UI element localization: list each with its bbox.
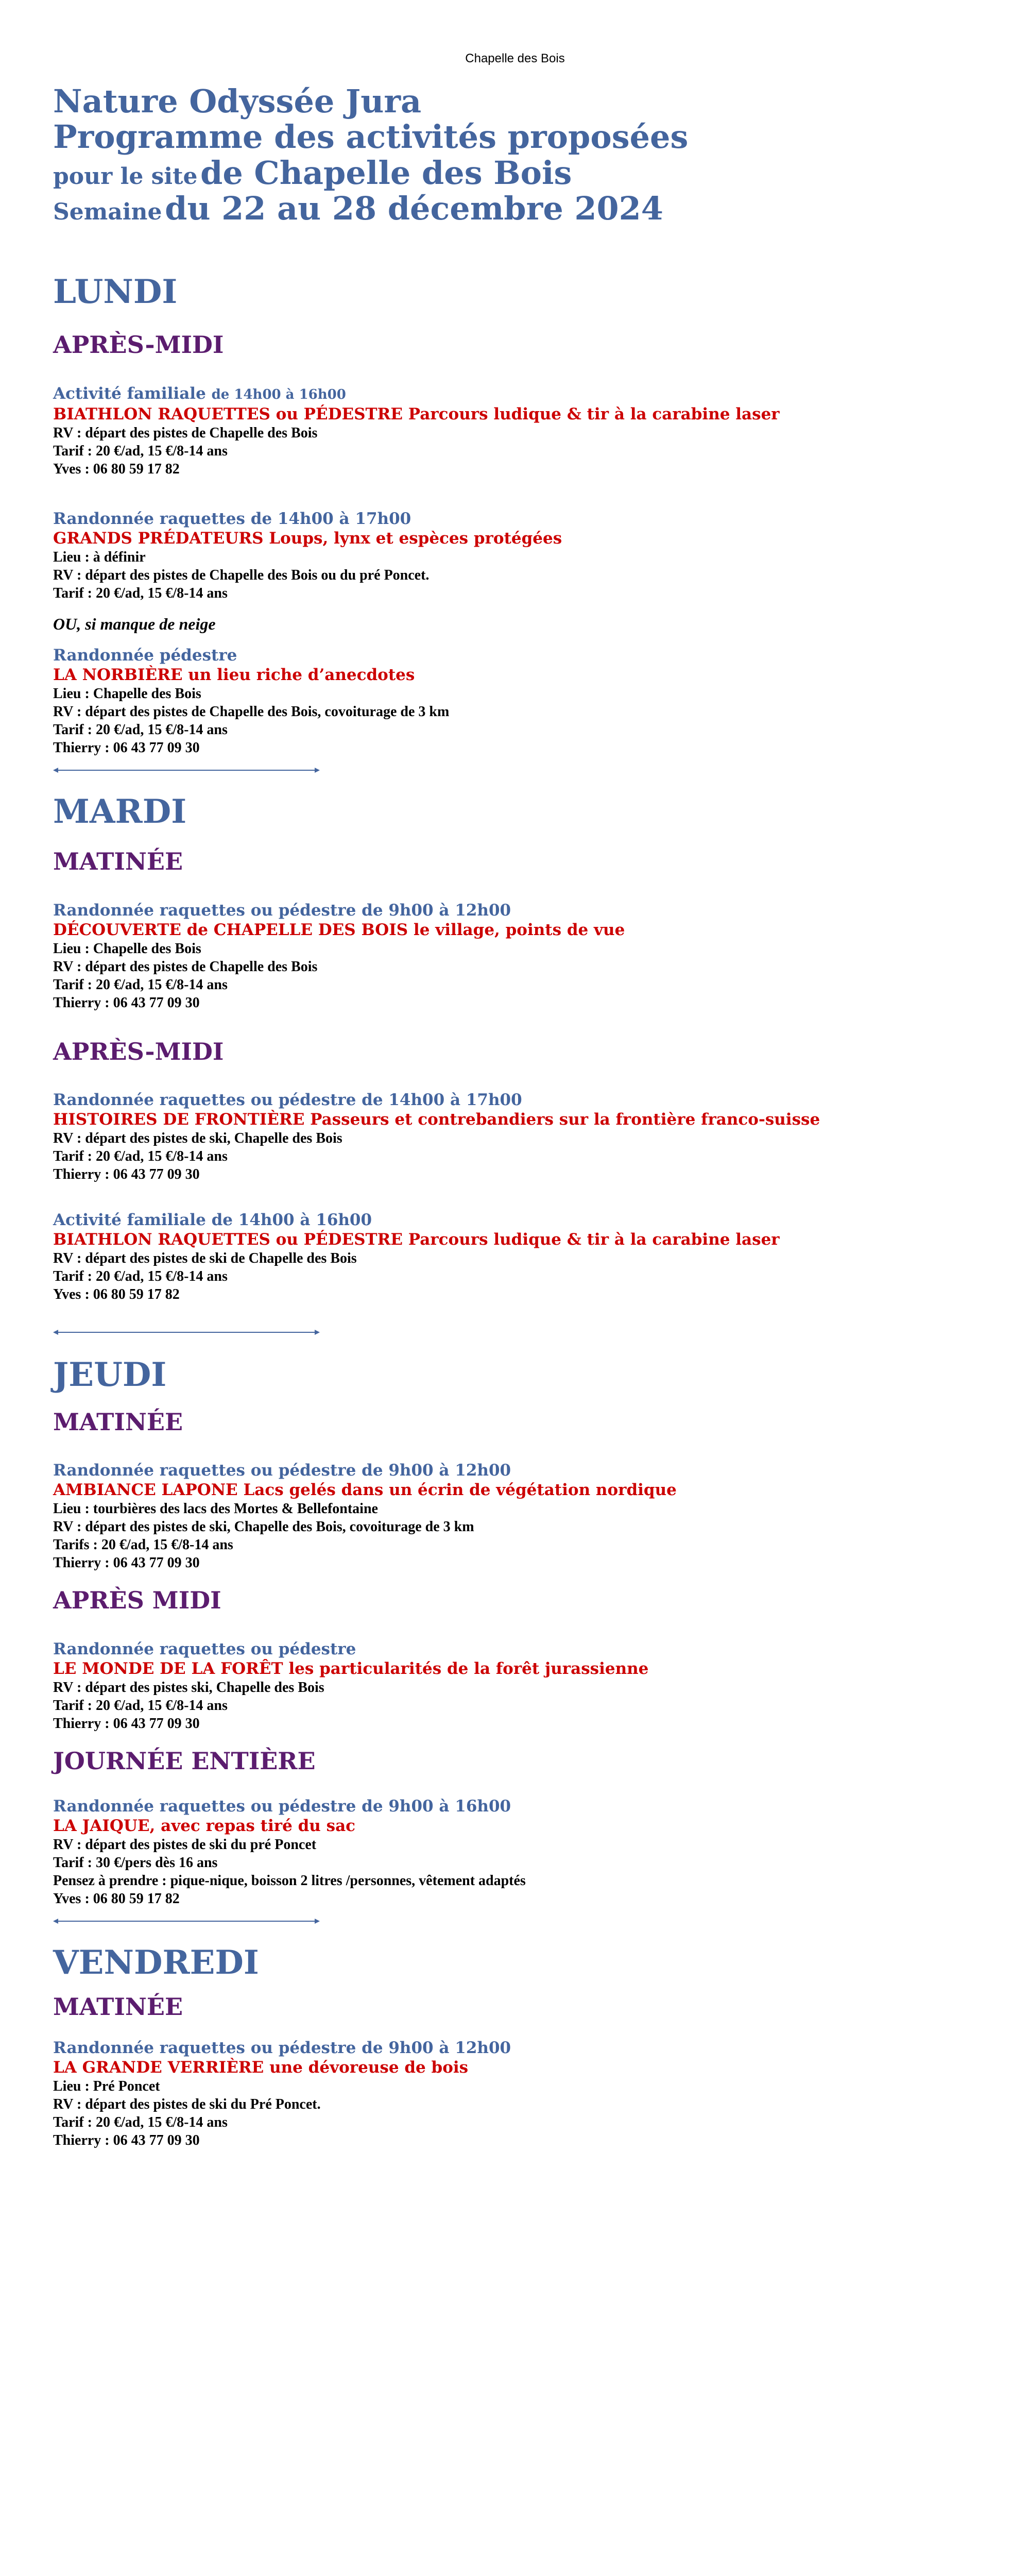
day-heading-vendredi: VENDREDI (53, 1943, 259, 1982)
title-line-2: Programme des activités proposées (53, 118, 689, 156)
document-content (53, 82, 1011, 2149)
activity-info: Yves : 06 80 59 17 82 (53, 1891, 180, 1907)
activity-info: RV : départ des pistes de Chapelle des Bois (53, 958, 318, 975)
title-line-1: Nature Odyssée Jura (53, 82, 422, 120)
activity-info: Tarif : 20 €/ad, 15 €/8-14 ans (53, 721, 228, 738)
activity-title: LA JAIQUE, avec repas tiré du sac (53, 1817, 356, 1836)
period-heading: APRÈS-MIDI (53, 1037, 224, 1065)
day-heading-lundi: LUNDI (53, 272, 178, 311)
section-divider (53, 765, 321, 775)
activity-type: Randonnée pédestre (53, 646, 237, 665)
activity-block (53, 1090, 1011, 1183)
period-heading: APRÈS MIDI (53, 1586, 221, 1615)
activity-info: RV : départ des pistes ski, Chapelle des Bois (53, 1679, 324, 1696)
activity-title: HISTOIRES DE FRONTIÈRE Passeurs et contrebandiers sur la frontière franco-suisse (53, 1110, 820, 1129)
activity-block (53, 1639, 1011, 1733)
activity-title: LA NORBIÈRE un lieu riche d’anecdotes (53, 665, 415, 684)
activity-info: RV : départ des pistes de ski, Chapelle des Bois (53, 1130, 342, 1147)
activity-block (53, 646, 1011, 757)
title-line-4: Semaine du 22 au 28 décembre 2024 (53, 190, 663, 228)
activity-info: Tarif : 20 €/ad, 15 €/8-14 ans (53, 1268, 228, 1285)
activity-info: Yves : 06 80 59 17 82 (53, 1286, 180, 1303)
activity-type: Randonnée raquettes ou pédestre de 9h00 à 12h00 (53, 2039, 511, 2058)
activity-info: Tarif : 20 €/ad, 15 €/8-14 ans (53, 443, 228, 459)
activity-title: AMBIANCE LAPONE Lacs gelés dans un écrin de végétation nordique (53, 1481, 677, 1500)
activity-title: LE MONDE DE LA FORÊT les particularités de la forêt jurassienne (53, 1659, 649, 1678)
day-heading-mardi: MARDI (53, 792, 187, 831)
activity-block (53, 1210, 1011, 1303)
activity-block (53, 509, 1011, 602)
activity-info: Thierry : 06 43 77 09 30 (53, 994, 200, 1011)
activity-info: Lieu : à définir (53, 549, 146, 565)
activity-info: Tarif : 20 €/ad, 15 €/8-14 ans (53, 585, 228, 601)
activity-type: Activité familiale de 14h00 à 16h00 (53, 1211, 372, 1230)
activity-info: Tarif : 20 €/ad, 15 €/8-14 ans (53, 1148, 228, 1165)
activity-info: Lieu : Pré Poncet (53, 2078, 160, 2095)
activity-info: RV : départ des pistes de Chapelle des Bois, covoiturage de 3 km (53, 703, 450, 720)
section-divider (53, 1327, 321, 1337)
period-heading: MATINÉE (53, 848, 183, 876)
activity-info: RV : départ des pistes de ski, Chapelle des Bois, covoiturage de 3 km (53, 1519, 474, 1535)
alternative-note: OU, si manque de neige (53, 614, 216, 633)
activity-info: Thierry : 06 43 77 09 30 (53, 1715, 200, 1732)
activity-title: GRANDS PRÉDATEURS Loups, lynx et espèces protégées (53, 529, 562, 548)
day-heading-jeudi: JEUDI (53, 1355, 167, 1395)
activity-block (53, 901, 1011, 1012)
page-header: Chapelle des Bois (465, 52, 565, 65)
activity-info: Tarif : 20 €/ad, 15 €/8-14 ans (53, 2114, 228, 2131)
activity-info: Tarif : 20 €/ad, 15 €/8-14 ans (53, 976, 228, 993)
activity-info: RV : départ des pistes de Chapelle des Bois ou du pré Poncet. (53, 567, 430, 583)
activity-info: Thierry : 06 43 77 09 30 (53, 1555, 200, 1571)
activity-info: Tarif : 20 €/ad, 15 €/8-14 ans (53, 1697, 228, 1714)
activity-type: Randonnée raquettes ou pédestre de 9h00 à 12h00 (53, 1461, 511, 1480)
activity-info: Thierry : 06 43 77 09 30 (53, 739, 200, 756)
activity-block (53, 1797, 1011, 1908)
activity-type: Randonnée raquettes ou pédestre de 9h00 à 16h00 (53, 1797, 511, 1816)
period-heading: MATINÉE (53, 1992, 183, 2021)
activity-type: Randonnée raquettes de 14h00 à 17h00 (53, 509, 411, 528)
activity-info: Pensez à prendre : pique-nique, boisson 2 litres /personnes, vêtement adaptés (53, 1873, 526, 1889)
activity-info: Tarif : 30 €/pers dès 16 ans (53, 1855, 218, 1871)
activity-title: BIATHLON RAQUETTES ou PÉDESTRE Parcours ludique & tir à la carabine laser (53, 1230, 780, 1249)
activity-type: Randonnée raquettes ou pédestre de 14h00 à 17h00 (53, 1091, 522, 1110)
activity-info: Lieu : Chapelle des Bois (53, 685, 201, 702)
period-heading: JOURNÉE ENTIÈRE (53, 1747, 316, 1775)
activity-block (53, 2038, 1011, 2149)
activity-title: LA GRANDE VERRIÈRE une dévoreuse de bois (53, 2058, 469, 2077)
activity-info: Thierry : 06 43 77 09 30 (53, 2132, 200, 2149)
activity-info: Lieu : Chapelle des Bois (53, 940, 201, 957)
activity-info: RV : départ des pistes de Chapelle des Bois (53, 425, 318, 441)
document-title (53, 83, 1011, 227)
activity-type: Randonnée raquettes ou pédestre de 9h00 à 12h00 (53, 901, 511, 920)
period-heading: MATINÉE (53, 1408, 183, 1436)
activity-title: BIATHLON RAQUETTES ou PÉDESTRE Parcours ludique & tir à la carabine laser (53, 404, 780, 423)
activity-title: DÉCOUVERTE de CHAPELLE DES BOIS le village, points de vue (53, 920, 625, 939)
activity-info: RV : départ des pistes de ski de Chapelle des Bois (53, 1250, 357, 1267)
activity-info: Lieu : tourbières des lacs des Mortes & Bellefontaine (53, 1501, 378, 1517)
activity-block (53, 384, 1011, 478)
period-heading: APRÈS-MIDI (53, 331, 224, 359)
activity-info: Thierry : 06 43 77 09 30 (53, 1166, 200, 1183)
title-line-3: pour le site de Chapelle des Bois (53, 154, 572, 192)
activity-info: Tarifs : 20 €/ad, 15 €/8-14 ans (53, 1537, 233, 1553)
activity-info: RV : départ des pistes de ski du pré Poncet (53, 1837, 317, 1853)
activity-info: RV : départ des pistes de ski du Pré Poncet. (53, 2096, 321, 2113)
section-divider (53, 1916, 321, 1926)
activity-type: Activité familiale de 14h00 à 16h00 (53, 384, 346, 403)
activity-info: Yves : 06 80 59 17 82 (53, 461, 180, 477)
activity-block (53, 1461, 1011, 1572)
activity-type: Randonnée raquettes ou pédestre (53, 1639, 356, 1658)
